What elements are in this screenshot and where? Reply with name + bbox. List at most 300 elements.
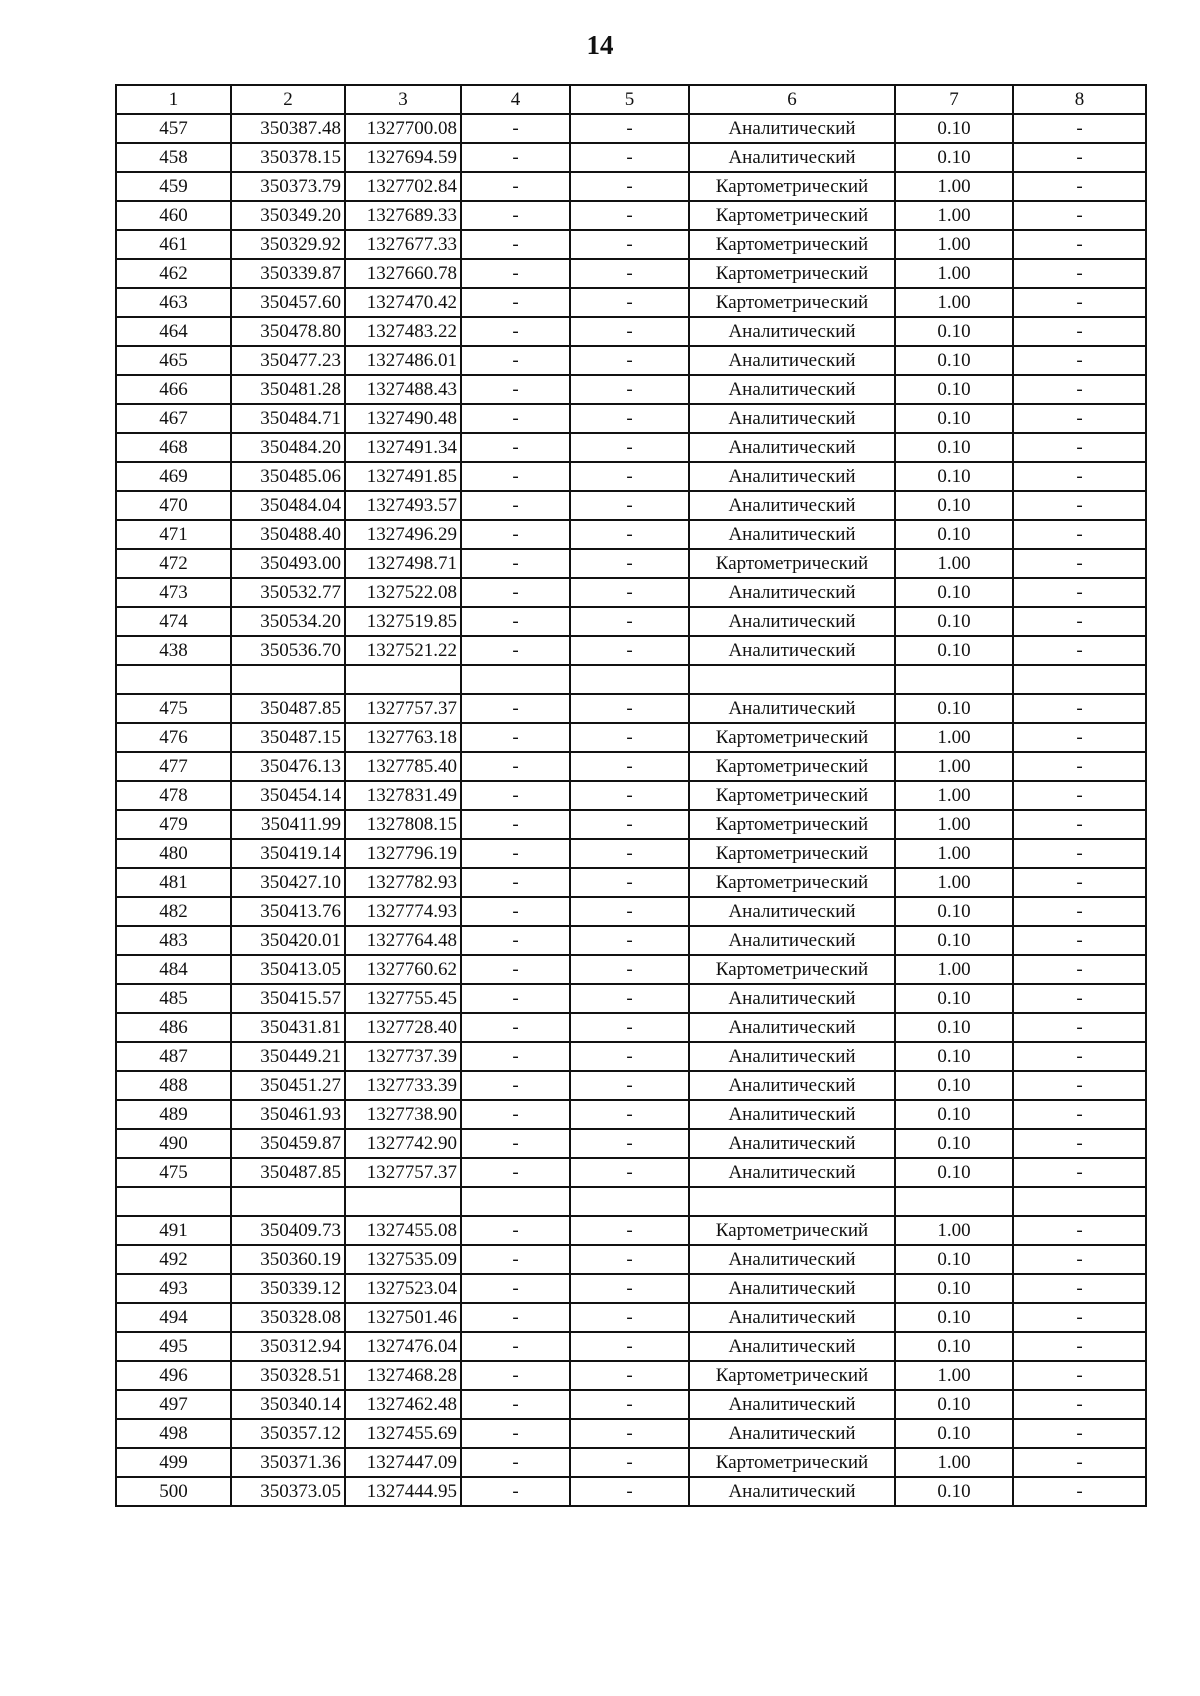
table-cell: - <box>1013 201 1146 230</box>
table-cell: 0.10 <box>895 1129 1013 1158</box>
table-cell: - <box>461 288 570 317</box>
table-cell: - <box>461 520 570 549</box>
table-cell: - <box>461 897 570 926</box>
table-cell: 350431.81 <box>231 1013 345 1042</box>
table-cell: 438 <box>116 636 231 665</box>
table-cell: 350487.85 <box>231 694 345 723</box>
table-cell: Аналитический <box>689 114 895 143</box>
table-cell: 350457.60 <box>231 288 345 317</box>
table-cell: - <box>570 781 689 810</box>
table-cell: 1.00 <box>895 1448 1013 1477</box>
table-cell: 460 <box>116 201 231 230</box>
table-cell: Аналитический <box>689 1390 895 1419</box>
table-cell: 468 <box>116 433 231 462</box>
table-cell: - <box>1013 1042 1146 1071</box>
column-header: 8 <box>1013 85 1146 114</box>
table-cell: 350477.23 <box>231 346 345 375</box>
table-cell <box>345 1187 461 1216</box>
table-cell: 1327757.37 <box>345 694 461 723</box>
table-cell: 1327694.59 <box>345 143 461 172</box>
table-cell: 1327490.48 <box>345 404 461 433</box>
table-row <box>116 839 1146 868</box>
table-row <box>116 1448 1146 1477</box>
table-cell: 461 <box>116 230 231 259</box>
table-cell: Аналитический <box>689 1332 895 1361</box>
column-header: 2 <box>231 85 345 114</box>
table-cell <box>689 1187 895 1216</box>
table-row <box>116 1274 1146 1303</box>
table-row <box>116 723 1146 752</box>
table-row <box>116 172 1146 201</box>
table-cell: - <box>461 1042 570 1071</box>
table-cell: 475 <box>116 1158 231 1187</box>
table-cell: 498 <box>116 1419 231 1448</box>
table-row <box>116 491 1146 520</box>
table-cell: - <box>570 1071 689 1100</box>
table-cell <box>570 665 689 694</box>
table-cell: 1.00 <box>895 839 1013 868</box>
table-cell: - <box>461 172 570 201</box>
table-cell: 350312.94 <box>231 1332 345 1361</box>
table-cell: Картометрический <box>689 955 895 984</box>
table-cell: - <box>461 839 570 868</box>
table-cell: - <box>1013 1419 1146 1448</box>
table-cell: 477 <box>116 752 231 781</box>
table-cell: - <box>1013 1071 1146 1100</box>
table-cell: Картометрический <box>689 1361 895 1390</box>
table-cell: 0.10 <box>895 404 1013 433</box>
table-cell: - <box>1013 1216 1146 1245</box>
table-cell: - <box>570 317 689 346</box>
table-cell: - <box>1013 1100 1146 1129</box>
table-cell: - <box>1013 143 1146 172</box>
table-cell: 350454.14 <box>231 781 345 810</box>
table-cell: 350411.99 <box>231 810 345 839</box>
table-cell: - <box>570 1129 689 1158</box>
table-cell: 1.00 <box>895 172 1013 201</box>
table-cell: - <box>570 955 689 984</box>
table-cell: Аналитический <box>689 1245 895 1274</box>
coordinates-table <box>115 84 1147 1507</box>
table-cell: - <box>1013 1390 1146 1419</box>
table-cell: 0.10 <box>895 1013 1013 1042</box>
table-cell <box>689 665 895 694</box>
table-cell: - <box>461 462 570 491</box>
table-cell: Картометрический <box>689 839 895 868</box>
table-cell: - <box>570 839 689 868</box>
table-cell: Аналитический <box>689 317 895 346</box>
table-cell: 1327737.39 <box>345 1042 461 1071</box>
table-cell: 459 <box>116 172 231 201</box>
table-cell: 350488.40 <box>231 520 345 549</box>
table-cell: 464 <box>116 317 231 346</box>
table-cell: Аналитический <box>689 143 895 172</box>
table-cell: 475 <box>116 694 231 723</box>
table-cell: 0.10 <box>895 1419 1013 1448</box>
table-cell: Аналитический <box>689 1042 895 1071</box>
table-cell: 350328.51 <box>231 1361 345 1390</box>
table-cell: Аналитический <box>689 694 895 723</box>
table-cell: - <box>461 1274 570 1303</box>
table-row <box>116 578 1146 607</box>
table-row <box>116 694 1146 723</box>
table-cell: 1.00 <box>895 549 1013 578</box>
table-cell: 1327476.04 <box>345 1332 461 1361</box>
table-cell: - <box>461 375 570 404</box>
table-cell: 471 <box>116 520 231 549</box>
table-cell: - <box>1013 810 1146 839</box>
table-cell: - <box>1013 926 1146 955</box>
table-cell: 350419.14 <box>231 839 345 868</box>
table-cell: 1327496.29 <box>345 520 461 549</box>
table-row <box>116 1216 1146 1245</box>
table-cell <box>231 665 345 694</box>
table-cell: 1.00 <box>895 955 1013 984</box>
table-cell: - <box>1013 897 1146 926</box>
table-cell: 350415.57 <box>231 984 345 1013</box>
table-cell: 1327535.09 <box>345 1245 461 1274</box>
table-cell: - <box>570 462 689 491</box>
table-cell: 1327501.46 <box>345 1303 461 1332</box>
table-cell: 485 <box>116 984 231 1013</box>
table-cell: 0.10 <box>895 1274 1013 1303</box>
table-cell: - <box>1013 1245 1146 1274</box>
table-cell: 350487.15 <box>231 723 345 752</box>
table-cell: - <box>1013 491 1146 520</box>
table-row <box>116 433 1146 462</box>
table-cell: 350484.20 <box>231 433 345 462</box>
table-cell: - <box>1013 317 1146 346</box>
column-header: 3 <box>345 85 461 114</box>
table-cell: 1327700.08 <box>345 114 461 143</box>
table-cell: - <box>570 694 689 723</box>
table-cell: 350459.87 <box>231 1129 345 1158</box>
table-cell: - <box>1013 839 1146 868</box>
table-cell: 1327785.40 <box>345 752 461 781</box>
table-cell: - <box>570 1303 689 1332</box>
table-cell: - <box>1013 1448 1146 1477</box>
table-row <box>116 549 1146 578</box>
table-cell: 1327728.40 <box>345 1013 461 1042</box>
table-cell: 1327468.28 <box>345 1361 461 1390</box>
table-cell: - <box>570 230 689 259</box>
table-cell: Аналитический <box>689 897 895 926</box>
table-cell: 350449.21 <box>231 1042 345 1071</box>
table-cell: Картометрический <box>689 1448 895 1477</box>
table-cell: - <box>461 1419 570 1448</box>
table-cell: 478 <box>116 781 231 810</box>
table-cell: 350387.48 <box>231 114 345 143</box>
table-cell: 1327760.62 <box>345 955 461 984</box>
table-cell: 1.00 <box>895 1361 1013 1390</box>
table-cell: - <box>461 926 570 955</box>
table-cell: - <box>570 810 689 839</box>
table-cell: 487 <box>116 1042 231 1071</box>
table-cell: Картометрический <box>689 810 895 839</box>
table-cell: 350373.05 <box>231 1477 345 1506</box>
table-cell: - <box>1013 288 1146 317</box>
table-cell <box>461 1187 570 1216</box>
table-cell: 1327447.09 <box>345 1448 461 1477</box>
table-cell: 350413.05 <box>231 955 345 984</box>
table-cell: 350478.80 <box>231 317 345 346</box>
table-cell: 1327491.85 <box>345 462 461 491</box>
table-cell: - <box>1013 984 1146 1013</box>
table-cell: 350339.87 <box>231 259 345 288</box>
table-cell: 350487.85 <box>231 1158 345 1187</box>
table-cell: - <box>461 491 570 520</box>
table-cell: 350536.70 <box>231 636 345 665</box>
table-cell: 350340.14 <box>231 1390 345 1419</box>
table-cell: 350328.08 <box>231 1303 345 1332</box>
table-cell: 350484.04 <box>231 491 345 520</box>
table-cell: 479 <box>116 810 231 839</box>
table-cell: 489 <box>116 1100 231 1129</box>
table-cell: 1327677.33 <box>345 230 461 259</box>
table-cell: - <box>461 781 570 810</box>
table-row <box>116 1303 1146 1332</box>
table-cell: - <box>570 1100 689 1129</box>
table-cell: Аналитический <box>689 578 895 607</box>
table-cell: 350534.20 <box>231 607 345 636</box>
table-row <box>116 1390 1146 1419</box>
table-cell: 482 <box>116 897 231 926</box>
table-cell: 0.10 <box>895 1042 1013 1071</box>
table-cell: 1327462.48 <box>345 1390 461 1419</box>
table-cell: - <box>1013 1303 1146 1332</box>
table-row <box>116 984 1146 1013</box>
table-cell: - <box>461 1013 570 1042</box>
table-cell: 350427.10 <box>231 868 345 897</box>
table-cell: Картометрический <box>689 201 895 230</box>
table-row <box>116 230 1146 259</box>
table-cell: 1327491.34 <box>345 433 461 462</box>
table-cell: - <box>1013 1158 1146 1187</box>
column-header: 1 <box>116 85 231 114</box>
table-cell: 0.10 <box>895 1100 1013 1129</box>
table-cell: - <box>570 1448 689 1477</box>
table-cell: - <box>1013 114 1146 143</box>
table-cell: - <box>461 868 570 897</box>
table-row <box>116 868 1146 897</box>
table-cell: 496 <box>116 1361 231 1390</box>
table-cell: - <box>461 1216 570 1245</box>
table-cell: 350357.12 <box>231 1419 345 1448</box>
table-cell: 1327757.37 <box>345 1158 461 1187</box>
table-cell: - <box>461 984 570 1013</box>
table-cell: 350349.20 <box>231 201 345 230</box>
table-cell: - <box>461 1477 570 1506</box>
table-cell: Аналитический <box>689 607 895 636</box>
table-cell: - <box>461 346 570 375</box>
table-cell: - <box>461 114 570 143</box>
table-cell: 473 <box>116 578 231 607</box>
table-row <box>116 1129 1146 1158</box>
table-row <box>116 114 1146 143</box>
table-cell: 1327483.22 <box>345 317 461 346</box>
table-cell: - <box>570 984 689 1013</box>
table-cell: 350484.71 <box>231 404 345 433</box>
table-cell: Картометрический <box>689 230 895 259</box>
table-cell: - <box>461 1100 570 1129</box>
table-cell: - <box>570 1274 689 1303</box>
table-row <box>116 259 1146 288</box>
table-cell: 1327444.95 <box>345 1477 461 1506</box>
table-cell: Картометрический <box>689 1216 895 1245</box>
table-cell: - <box>1013 752 1146 781</box>
table-row <box>116 897 1146 926</box>
table-cell: 1327782.93 <box>345 868 461 897</box>
table-cell: - <box>570 491 689 520</box>
table-row <box>116 1477 1146 1506</box>
table-cell: 500 <box>116 1477 231 1506</box>
table-cell: - <box>570 375 689 404</box>
table-cell: 350420.01 <box>231 926 345 955</box>
table-cell: 1327455.08 <box>345 1216 461 1245</box>
table-cell: - <box>570 520 689 549</box>
table-cell: Аналитический <box>689 520 895 549</box>
table-cell: Картометрический <box>689 259 895 288</box>
table-cell: - <box>1013 607 1146 636</box>
table-cell: 350532.77 <box>231 578 345 607</box>
table-cell: 0.10 <box>895 984 1013 1013</box>
table-cell: 491 <box>116 1216 231 1245</box>
table-cell: - <box>1013 375 1146 404</box>
table-cell: 458 <box>116 143 231 172</box>
table-cell: Картометрический <box>689 868 895 897</box>
table-row <box>116 636 1146 665</box>
table-cell: - <box>570 172 689 201</box>
table-cell: - <box>1013 636 1146 665</box>
table-cell: - <box>1013 1477 1146 1506</box>
table-cell: Картометрический <box>689 549 895 578</box>
table-cell: Аналитический <box>689 1013 895 1042</box>
table-cell: 0.10 <box>895 636 1013 665</box>
table-cell: - <box>461 1158 570 1187</box>
table-cell: 0.10 <box>895 607 1013 636</box>
table-cell: 1327808.15 <box>345 810 461 839</box>
table-cell: - <box>1013 955 1146 984</box>
table-cell: 1.00 <box>895 752 1013 781</box>
table-cell: 486 <box>116 1013 231 1042</box>
table-cell: 350451.27 <box>231 1071 345 1100</box>
table-cell: 350373.79 <box>231 172 345 201</box>
table-cell: 350461.93 <box>231 1100 345 1129</box>
table-cell: - <box>570 752 689 781</box>
table-cell: - <box>570 114 689 143</box>
table-row <box>116 926 1146 955</box>
table-cell: 0.10 <box>895 694 1013 723</box>
table-cell: Аналитический <box>689 1419 895 1448</box>
table-row <box>116 1100 1146 1129</box>
table-cell: 1327493.57 <box>345 491 461 520</box>
table-cell <box>1013 665 1146 694</box>
table-cell: - <box>570 1332 689 1361</box>
table-cell: 1.00 <box>895 230 1013 259</box>
table-cell: - <box>570 723 689 752</box>
table-cell: 350329.92 <box>231 230 345 259</box>
table-cell: - <box>1013 404 1146 433</box>
table-cell: Аналитический <box>689 926 895 955</box>
table-cell: - <box>461 578 570 607</box>
table-cell: - <box>570 201 689 230</box>
table-row <box>116 1332 1146 1361</box>
table-cell: 1327763.18 <box>345 723 461 752</box>
table-row <box>116 317 1146 346</box>
table-row <box>116 1071 1146 1100</box>
table-cell: - <box>461 810 570 839</box>
table-cell: - <box>570 1158 689 1187</box>
table-cell: - <box>570 578 689 607</box>
table-cell: 350476.13 <box>231 752 345 781</box>
table-cell: 484 <box>116 955 231 984</box>
table-body <box>116 114 1146 1506</box>
table-cell: 493 <box>116 1274 231 1303</box>
table-row <box>116 665 1146 694</box>
table-cell: 1.00 <box>895 868 1013 897</box>
table-cell: 0.10 <box>895 375 1013 404</box>
table-cell <box>461 665 570 694</box>
table-cell: - <box>461 230 570 259</box>
table-cell: 469 <box>116 462 231 491</box>
table-cell: 481 <box>116 868 231 897</box>
table-cell: Картометрический <box>689 288 895 317</box>
column-header: 7 <box>895 85 1013 114</box>
table-cell: 0.10 <box>895 1390 1013 1419</box>
table-row <box>116 1245 1146 1274</box>
table-cell: 1327519.85 <box>345 607 461 636</box>
table-row <box>116 607 1146 636</box>
table-cell: - <box>1013 1013 1146 1042</box>
table-cell: - <box>570 926 689 955</box>
table-cell <box>1013 1187 1146 1216</box>
table-cell: Аналитический <box>689 346 895 375</box>
table-cell: - <box>1013 1361 1146 1390</box>
table-cell: 1327689.33 <box>345 201 461 230</box>
table-row <box>116 781 1146 810</box>
table-cell: 480 <box>116 839 231 868</box>
table-cell: 497 <box>116 1390 231 1419</box>
table-cell: 476 <box>116 723 231 752</box>
table-cell: 350493.00 <box>231 549 345 578</box>
table-cell: Картометрический <box>689 781 895 810</box>
table-cell: 0.10 <box>895 578 1013 607</box>
table-row <box>116 346 1146 375</box>
table-cell: - <box>461 723 570 752</box>
table-cell: 0.10 <box>895 143 1013 172</box>
table-cell: 1327498.71 <box>345 549 461 578</box>
table-cell: - <box>1013 868 1146 897</box>
table-row <box>116 752 1146 781</box>
table-cell: 467 <box>116 404 231 433</box>
column-header: 5 <box>570 85 689 114</box>
table-cell: - <box>461 1071 570 1100</box>
table-cell: 494 <box>116 1303 231 1332</box>
table-cell: 1327455.69 <box>345 1419 461 1448</box>
table-cell: - <box>570 1477 689 1506</box>
table-cell: - <box>570 636 689 665</box>
table-cell <box>116 1187 231 1216</box>
table-cell: 0.10 <box>895 1245 1013 1274</box>
table-cell <box>895 1187 1013 1216</box>
table-cell: 1327774.93 <box>345 897 461 926</box>
table-row <box>116 1158 1146 1187</box>
table-cell: 499 <box>116 1448 231 1477</box>
table-cell: 462 <box>116 259 231 288</box>
table-cell: 0.10 <box>895 433 1013 462</box>
table-cell: - <box>1013 259 1146 288</box>
table-cell: - <box>570 1419 689 1448</box>
